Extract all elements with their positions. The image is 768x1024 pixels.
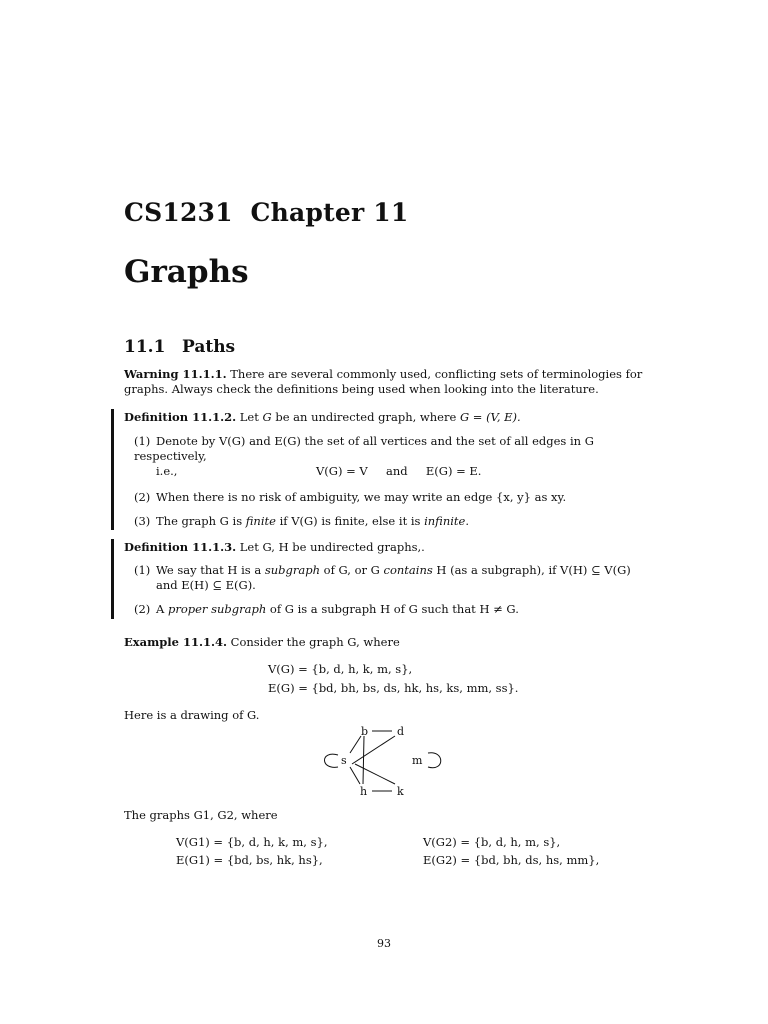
item-text-continued: i.e., (156, 464, 178, 478)
graph-drawing (310, 720, 460, 802)
emphasis-term: subgraph (264, 563, 321, 577)
definition-text: Let (236, 410, 263, 424)
vertex-label-h: h (360, 785, 368, 798)
edge-bh (363, 736, 364, 784)
item-number: (1) (134, 434, 151, 448)
example-text: Consider the graph G, where (227, 635, 400, 649)
item-text: A (156, 602, 168, 616)
section-number: 11.1 (124, 337, 166, 357)
definition-margin-bar (111, 409, 114, 530)
chapter-title: CS1231 Chapter 11 (124, 198, 409, 227)
definition-item (134, 514, 642, 529)
definition-item (134, 490, 642, 505)
item-text: When there is no risk of ambiguity, we may write an edge {x, y} as xy. (156, 490, 567, 504)
definition-margin-bar (111, 539, 114, 619)
definition-11-1-2 (124, 410, 644, 425)
item-text: of G, or G (320, 563, 384, 577)
definition-item (134, 602, 642, 617)
item-number: (1) (134, 563, 151, 577)
emphasis-term: proper subgraph (167, 602, 267, 616)
emphasis-term: infinite (424, 514, 466, 528)
g2-vertex-set: V(G2) = {b, d, h, m, s}, (423, 835, 561, 849)
g2-edge-set: E(G2) = {bd, bh, ds, hs, mm}, (423, 853, 600, 867)
equation-and: and (386, 464, 408, 478)
item-text: . (465, 514, 470, 528)
edge-ks (355, 764, 395, 784)
drawing-caption: Here is a drawing of G. (124, 708, 260, 722)
definition-label: Definition 11.1.3. (124, 540, 237, 554)
definition-label: Definition 11.1.2. (124, 410, 237, 424)
display-equation (316, 464, 481, 478)
definition-11-1-3 (124, 540, 644, 555)
vertex-label-s: s (341, 754, 347, 767)
equation-right: E(G) = E. (425, 464, 482, 478)
warning-text: There are several commonly used, conflicting sets of terminologies for graphs. Always check the definitions being used when looking into the literature. (124, 367, 643, 396)
math-symbol: G (262, 410, 272, 424)
g1-vertex-set: V(G1) = {b, d, h, k, m, s}, (176, 835, 328, 849)
vertex-label-k: k (397, 785, 404, 798)
loop-ss (325, 754, 339, 767)
definition-text: be an undirected graph, where (271, 410, 460, 424)
item-number: (2) (134, 602, 151, 616)
edge-set-equation: E(G) = {bd, bh, bs, ds, hk, hs, ks, mm, ss}. (268, 681, 519, 695)
vertex-label-d: d (397, 725, 405, 738)
item-number: (3) (134, 514, 151, 528)
example-label: Example 11.1.4. (124, 635, 227, 649)
subgraphs-intro: The graphs G1, G2, where (124, 808, 278, 822)
definition-item (134, 563, 642, 593)
item-text: of G is a subgraph H of G such that H ≠ G. (266, 602, 519, 616)
warning-label: Warning 11.1.1. (124, 367, 227, 381)
definition-text: Let G, H be undirected graphs,. (236, 540, 425, 554)
item-text: Denote by V(G) and E(G) the set of all vertices and the set of all edges in G respectively, (134, 434, 594, 463)
section-heading (124, 337, 235, 357)
item-text: H (as a subgraph), if V(H) ⊆ V(G) (432, 563, 631, 577)
loop-mm (428, 753, 441, 768)
emphasis-term: finite (245, 514, 276, 528)
warning-paragraph (124, 367, 644, 397)
item-text: if V(G) is finite, else it is (275, 514, 425, 528)
item-text: We say that H is a (156, 563, 265, 577)
page-number: 93 (377, 937, 391, 950)
item-number: (2) (134, 490, 151, 504)
emphasis-term: contains (383, 563, 433, 577)
edge-bs (350, 736, 361, 753)
vertex-label-b: b (361, 725, 369, 738)
vertex-label-m: m (412, 754, 423, 767)
item-text: The graph G is (156, 514, 246, 528)
example-11-1-4 (124, 635, 644, 650)
section-title: Paths (182, 337, 236, 357)
g1-edge-set: E(G1) = {bd, bs, hk, hs}, (176, 853, 323, 867)
vertex-set-equation: V(G) = {b, d, h, k, m, s}, (268, 662, 413, 676)
edge-hs (350, 767, 360, 784)
math-equation: G = (V, E). (459, 410, 521, 424)
item-text-continued: and E(H) ⊆ E(G). (156, 578, 256, 592)
chapter-name: Graphs (124, 254, 249, 290)
equation-left: V(G) = V (316, 464, 368, 478)
